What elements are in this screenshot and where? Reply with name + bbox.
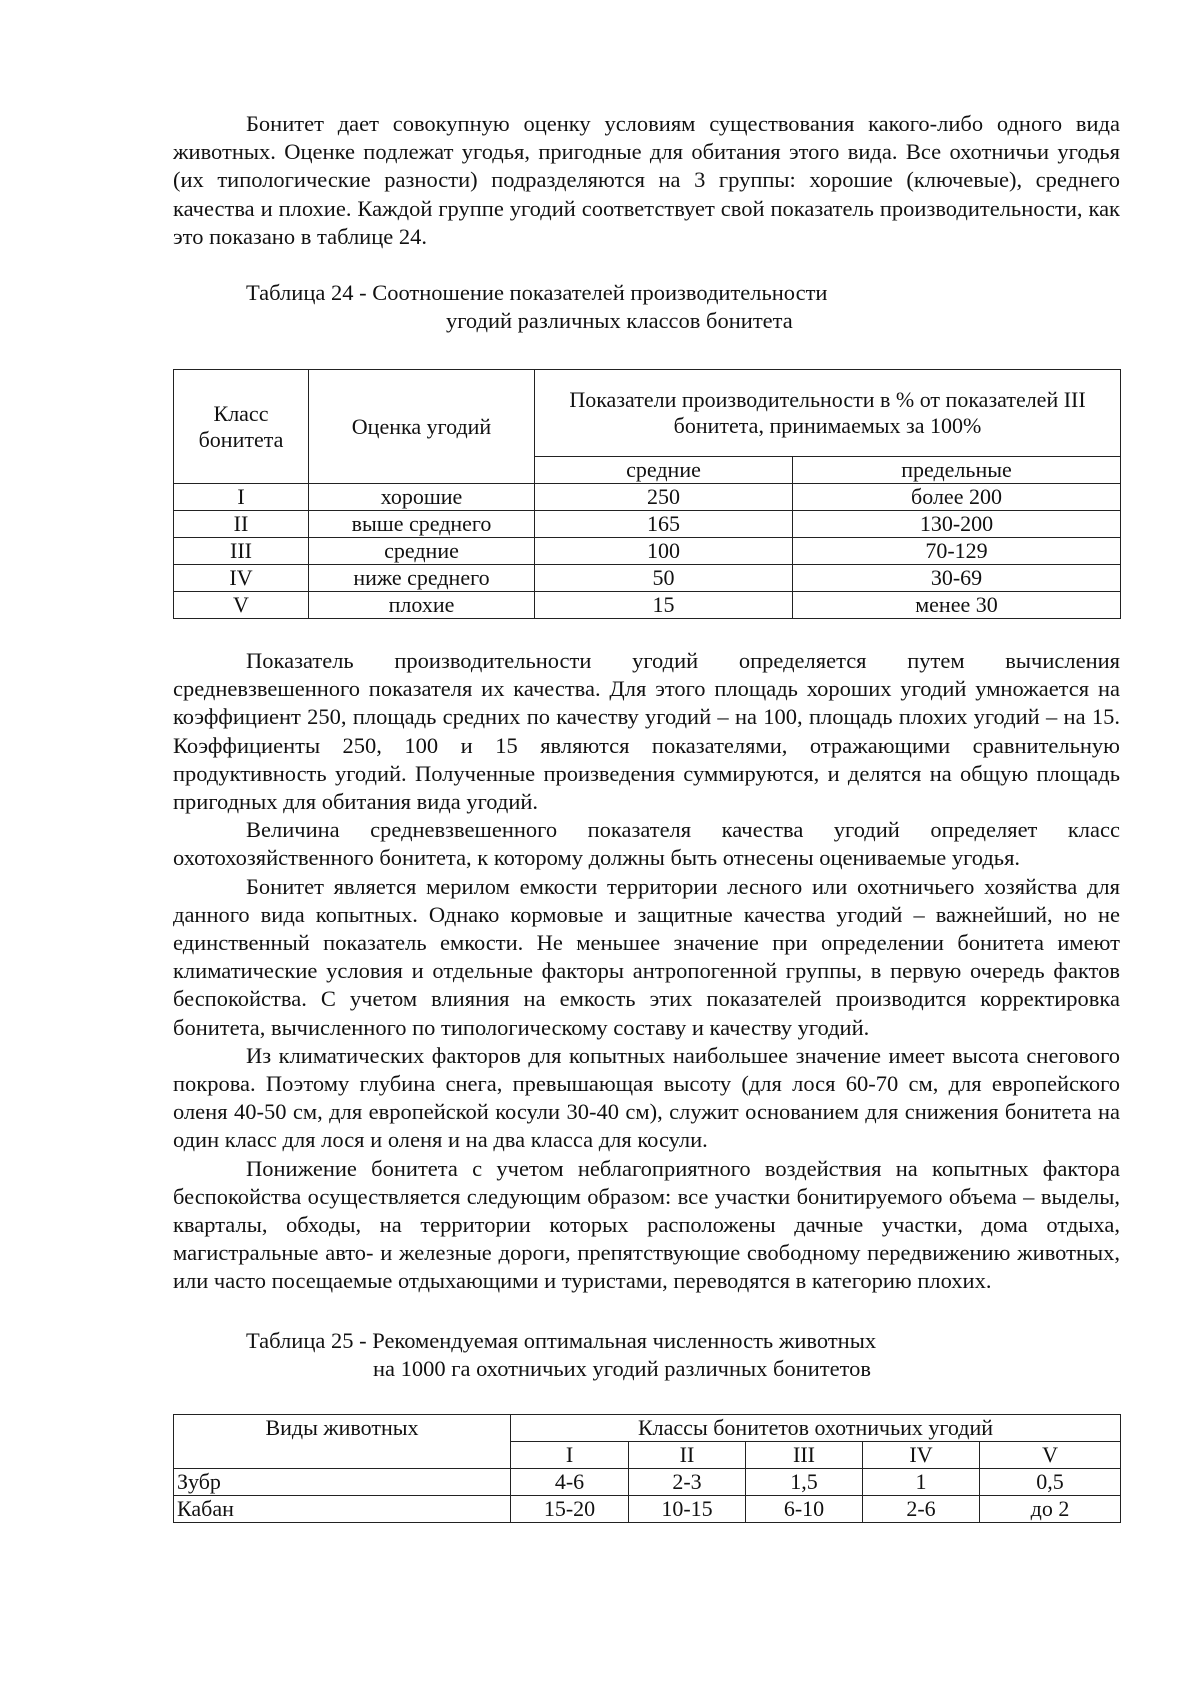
table24-caption	[173, 279, 1120, 335]
cell-rating: выше среднего	[309, 511, 535, 538]
cell-rating: средние	[309, 538, 535, 565]
paragraph: Величина средневзвешенного показателя качества угодий определяет класс охотохозяйственного бонитета, к которому должны быть отнесены оцениваемые угодья.	[173, 817, 1120, 871]
cell-value: 2-6	[863, 1495, 980, 1522]
header-limit: предельные	[793, 457, 1121, 484]
cell-avg: 250	[535, 484, 793, 511]
cell-rating: ниже среднего	[309, 565, 535, 592]
table25-caption	[173, 1327, 1120, 1383]
cell-limit: 30-69	[793, 565, 1121, 592]
cell-value: 4-6	[511, 1468, 629, 1495]
cell-limit: 70-129	[793, 538, 1121, 565]
header-class-label: V	[980, 1441, 1121, 1468]
cell-value: 10-15	[629, 1495, 746, 1522]
paragraph: Из климатических факторов для копытных наибольшее значение имеет высота снегового покрова. Поэтому глубина снега, превышающая высоту (для лося 60-70 см, для европейского оленя 40-50 см, для европейской косули 30-40 см), служит основанием для снижения бонитета на один класс для лося и оленя и на два класса для косули.	[173, 1042, 1120, 1153]
cell-species: Зубр	[174, 1468, 511, 1495]
cell-limit: более 200	[793, 484, 1121, 511]
cell-value: 6-10	[746, 1495, 863, 1522]
cell-avg: 165	[535, 511, 793, 538]
cell-value: 0,5	[980, 1468, 1121, 1495]
cell-avg: 15	[535, 592, 793, 619]
cell-class: III	[174, 538, 309, 565]
header-rating: Оценка угодий	[309, 370, 535, 484]
cell-value: 2-3	[629, 1468, 746, 1495]
table25-caption-line1: Таблица 25 - Рекомендуемая оптимальная численность животных	[246, 1327, 877, 1353]
cell-rating: хорошие	[309, 484, 535, 511]
table-row	[174, 1468, 1121, 1495]
cell-value: до 2	[980, 1495, 1121, 1522]
table24-caption-line2: угодий различных классов бонитета	[446, 308, 793, 334]
cell-class: V	[174, 592, 309, 619]
table-row	[174, 1495, 1121, 1522]
cell-class: IV	[174, 565, 309, 592]
table24-caption-line1: Таблица 24 - Соотношение показателей производительности	[246, 280, 828, 306]
cell-class: II	[174, 511, 309, 538]
document-page	[173, 110, 1120, 1523]
cell-species: Кабан	[174, 1495, 511, 1522]
table25-caption-line2: на 1000 га охотничьих угодий различных бонитетов	[373, 1355, 871, 1381]
table-row	[174, 592, 1121, 619]
header-classes: Классы бонитетов охотничьих угодий	[511, 1414, 1121, 1441]
header-class-label: II	[629, 1441, 746, 1468]
table-row	[174, 511, 1121, 538]
cell-limit: 130-200	[793, 511, 1121, 538]
table-row	[174, 565, 1121, 592]
paragraph: Понижение бонитета с учетом неблагоприятного воздействия на копытных фактора беспокойства осуществляется следующим образом: все участки бонитируемого объема – выделы, кварталы, обходы, на территории которых расположены дачные участки, дома отдыха, магистральные авто- и железные дороги, препятствующие свободному передвижению животных, или часто посещаемые отдыхающими и туристами, переводятся в категорию плохих.	[173, 1155, 1120, 1294]
cell-class: I	[174, 484, 309, 511]
header-avg: средние	[535, 457, 793, 484]
cell-value: 1,5	[746, 1468, 863, 1495]
intro-paragraph: Бонитет дает совокупную оценку условиям существования какого-либо одного вида животных. Оценке подлежат угодья, пригодные для обитания этого вида. Все охотничьи угодья (их типологические разности) подразделяются на 3 группы: хорошие (ключевые), среднего качества и плохие. Каждой группе угодий соответствует свой показатель производительности, как это показано в таблице 24.	[173, 111, 1120, 249]
paragraph: Показатель производительности угодий определяется путем вычисления средневзвешенного показателя их качества. Для этого площадь хороших угодий умножается на коэффициент 250, площадь средних по качеству угодий – на 100, площадь плохих угодий – на 15. Коэффициенты 250, 100 и 15 являются показателями, отражающими сравнительную продуктивность угодий. Полученные произведения суммируются, и делятся на общую площадь пригодных для обитания вида угодий.	[173, 648, 1120, 815]
header-class: Класс бонитета	[174, 370, 309, 484]
paragraph: Бонитет является мерилом емкости территории лесного или охотничьего хозяйства для данного вида копытных. Однако кормовые и защитные качества угодий – важнейший, но не единственный показатель емкости. Не меньшее значение при определении бонитета имеют климатические условия и отдельные факторы антропогенной группы, в первую очередь фактов беспокойства. С учетом влияния на емкость этих показателей производится корректировка бонитета, вычисленного по типологическому составу и качеству угодий.	[173, 873, 1120, 1040]
cell-value: 15-20	[511, 1495, 629, 1522]
header-species: Виды животных	[174, 1414, 511, 1468]
cell-avg: 100	[535, 538, 793, 565]
cell-rating: плохие	[309, 592, 535, 619]
header-class-label: I	[511, 1441, 629, 1468]
cell-value: 1	[863, 1468, 980, 1495]
table-row	[174, 484, 1121, 511]
table-24	[173, 369, 1121, 619]
header-class-label: IV	[863, 1441, 980, 1468]
header-indicators: Показатели производительности в % от показателей III бонитета, принимаемых за 100%	[535, 370, 1121, 457]
cell-avg: 50	[535, 565, 793, 592]
header-class-label: III	[746, 1441, 863, 1468]
table-25	[173, 1414, 1121, 1523]
table-row	[174, 538, 1121, 565]
cell-limit: менее 30	[793, 592, 1121, 619]
